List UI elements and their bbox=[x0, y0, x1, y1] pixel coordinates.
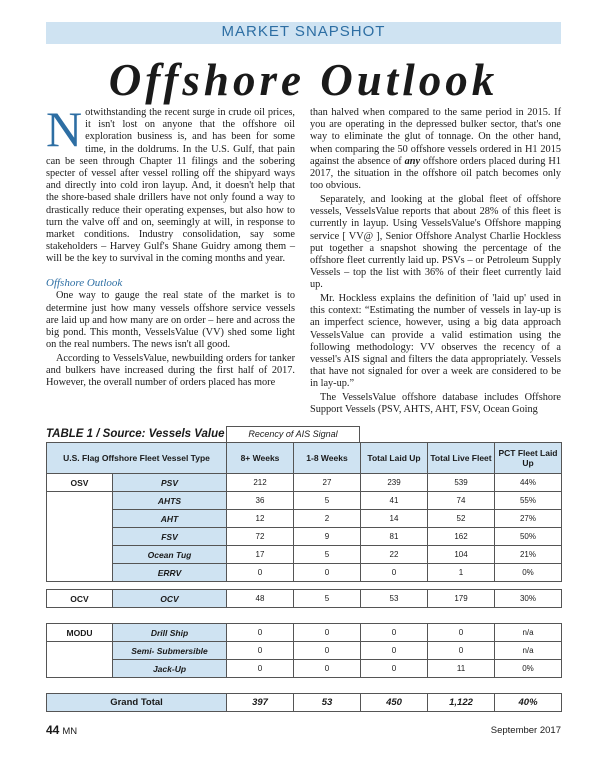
left-paragraph-2: One way to gauge the real state of the market is to determine just how many vessels offshore service vessels are laid up and how many are on order – here and across the big pond. This month, VesselsValue (VV) shed some light on the real numbers. The news isn't all good. bbox=[46, 290, 295, 351]
section-banner bbox=[46, 22, 561, 44]
cell-1-8-weeks: 9 bbox=[294, 528, 361, 546]
cell-live-fleet: 52 bbox=[428, 510, 495, 528]
cell-laid-up: 0 bbox=[361, 624, 428, 642]
cell-live-fleet: 539 bbox=[428, 474, 495, 492]
table-title: TABLE 1 / Source: Vessels Value bbox=[46, 428, 225, 440]
cell-laid-up: 14 bbox=[361, 510, 428, 528]
publication-name: MN bbox=[62, 726, 78, 737]
cell-8-weeks: 17 bbox=[227, 546, 294, 564]
group-label-modu: MODU bbox=[47, 624, 113, 642]
cell-8-weeks: 212 bbox=[227, 474, 294, 492]
issue-date: September 2017 bbox=[490, 725, 561, 736]
group-label-osv: OSV bbox=[47, 474, 113, 492]
cell-laid-up: 22 bbox=[361, 546, 428, 564]
cell-laid-up: 0 bbox=[361, 660, 428, 678]
total-laid-up: 450 bbox=[361, 694, 428, 712]
vessel-type: AHTS bbox=[113, 492, 227, 510]
table-row bbox=[47, 564, 562, 582]
table-row bbox=[47, 590, 562, 608]
right-paragraph-4: The VesselsValue offshore database includes Offshore Support Vessels (PSV, AHTS, AHT, FSV, Ocean Going bbox=[310, 392, 561, 416]
table-row bbox=[47, 528, 562, 546]
cell-1-8-weeks: 5 bbox=[294, 590, 361, 608]
emphasis-any: any bbox=[404, 155, 421, 167]
cell-pct: 55% bbox=[495, 492, 562, 510]
cell-pct: 50% bbox=[495, 528, 562, 546]
cell-1-8-weeks: 27 bbox=[294, 474, 361, 492]
cell-8-weeks: 0 bbox=[227, 624, 294, 642]
vessel-type: Drill Ship bbox=[113, 624, 227, 642]
fleet-table-total bbox=[46, 693, 562, 712]
total-pct: 40% bbox=[495, 694, 562, 712]
header-fleet: U.S. Flag Offshore Fleet Vessel Type bbox=[47, 443, 227, 474]
page-footer-left bbox=[46, 723, 77, 737]
cell-pct: 0% bbox=[495, 660, 562, 678]
group-label-ocv: OCV bbox=[47, 590, 113, 608]
total-8-weeks: 397 bbox=[227, 694, 294, 712]
cell-1-8-weeks: 5 bbox=[294, 492, 361, 510]
cell-pct: n/a bbox=[495, 624, 562, 642]
table-row bbox=[47, 642, 562, 660]
cell-live-fleet: 74 bbox=[428, 492, 495, 510]
header-8-weeks: 8+ Weeks bbox=[227, 443, 294, 474]
grand-total-row bbox=[47, 694, 562, 712]
table-row bbox=[47, 660, 562, 678]
cell-pct: 30% bbox=[495, 590, 562, 608]
vessel-type: OCV bbox=[113, 590, 227, 608]
total-1-8-weeks: 53 bbox=[294, 694, 361, 712]
header-total-laid-up: Total Laid Up bbox=[361, 443, 428, 474]
table-row bbox=[47, 492, 562, 510]
cell-live-fleet: 162 bbox=[428, 528, 495, 546]
cell-laid-up: 81 bbox=[361, 528, 428, 546]
cell-pct: 0% bbox=[495, 564, 562, 582]
fleet-table-ocv bbox=[46, 589, 562, 608]
vessel-type: Ocean Tug bbox=[113, 546, 227, 564]
vessel-type: PSV bbox=[113, 474, 227, 492]
cell-8-weeks: 36 bbox=[227, 492, 294, 510]
cell-1-8-weeks: 5 bbox=[294, 546, 361, 564]
cell-pct: 27% bbox=[495, 510, 562, 528]
cell-pct: 21% bbox=[495, 546, 562, 564]
right-paragraph-1: than halved when compared to the same period in 2015. If you are operating in the depressed bulker sector, that's one way to eliminate the glut of tonnage. On the other hand, when comparing the 50 offshore vessels ordered in H1 2015 against the absence of any offshore orders placed during H1 2017, the situation in the offshore oil patch becomes only too obvious. bbox=[310, 107, 561, 192]
cell-1-8-weeks: 0 bbox=[294, 642, 361, 660]
header-pct-fleet-laid-up: PCT Fleet Laid Up bbox=[495, 443, 562, 474]
header-total-live-fleet: Total Live Fleet bbox=[428, 443, 495, 474]
cell-laid-up: 53 bbox=[361, 590, 428, 608]
recency-header: Recency of AIS Signal bbox=[226, 426, 360, 442]
section-label: MARKET SNAPSHOT bbox=[221, 23, 386, 40]
fleet-table-osv bbox=[46, 442, 562, 582]
total-live-fleet: 1,122 bbox=[428, 694, 495, 712]
vessel-type: ERRV bbox=[113, 564, 227, 582]
left-paragraph-1: Notwithstanding the recent surge in crude oil prices, it isn't lost on anyone that the offshore oil exploration business is, and has been for some time, in the doldrums. In the U.S. Gulf, that pain can be seen through Chapter 11 filings and the sobering specter of vessel after vessel rolling off the shipyard ways and directly into cold iron layup. And, it doesn't help that the shore-based shale drillers have not only found a way to drastically reduce their operating expenses, but also how to turn the valve off and on, seemingly at will, in response to market conditions. Industry consolidation, say some stakeholders – Harvey Gulf's Shane Guidry among them – will be the key to survival in the coming months and year. bbox=[46, 101, 295, 265]
cell-8-weeks: 12 bbox=[227, 510, 294, 528]
right-column bbox=[310, 107, 561, 418]
fleet-table-modu bbox=[46, 623, 562, 678]
cell-8-weeks: 48 bbox=[227, 590, 294, 608]
cell-8-weeks: 72 bbox=[227, 528, 294, 546]
table-header-row bbox=[47, 443, 562, 474]
cell-laid-up: 239 bbox=[361, 474, 428, 492]
cell-laid-up: 0 bbox=[361, 564, 428, 582]
cell-pct: 44% bbox=[495, 474, 562, 492]
article-subhead: Offshore Outlook bbox=[46, 276, 123, 289]
cell-live-fleet: 11 bbox=[428, 660, 495, 678]
table-row bbox=[47, 546, 562, 564]
vessel-type: AHT bbox=[113, 510, 227, 528]
vessel-type: Semi- Submersible bbox=[113, 642, 227, 660]
cell-pct: n/a bbox=[495, 642, 562, 660]
cell-live-fleet: 1 bbox=[428, 564, 495, 582]
table-row bbox=[47, 510, 562, 528]
cell-8-weeks: 0 bbox=[227, 642, 294, 660]
left-column bbox=[46, 101, 295, 391]
cell-1-8-weeks: 0 bbox=[294, 624, 361, 642]
table-row bbox=[47, 474, 562, 492]
cell-8-weeks: 0 bbox=[227, 564, 294, 582]
drop-cap: N bbox=[46, 101, 83, 157]
cell-1-8-weeks: 2 bbox=[294, 510, 361, 528]
right-paragraph-3: Mr. Hockless explains the definition of 'laid up' used in this context: “Estimating the number of vessels in lay-up is an imperfect science, however, using a big data approach VesselsValue can provide a valid estimation using the following methodology: VV observes the recency of a vessel's AIS signal and filters the data appropriately. Vessels that have not signaled for over a week are considered to be in lay-up.” bbox=[310, 293, 561, 390]
table-row bbox=[47, 624, 562, 642]
cell-laid-up: 41 bbox=[361, 492, 428, 510]
right-paragraph-2: Separately, and looking at the global fleet of offshore vessels, VesselsValue reports that about 28% of this fleet is currently in layup. Using VesselsValue's Offshore mapping service [ VV@ ], Senior Offshore Analyst Charlie Hockless put together a snapshot showing the percentage of the offshore fleet currently laid up. PSVs – or Petroleum Supply Vessels – top the list with 36% of their fleet currently laid up. bbox=[310, 193, 561, 291]
cell-live-fleet: 0 bbox=[428, 642, 495, 660]
article-headline: Offshore Outlook bbox=[108, 55, 499, 105]
vessel-type: Jack-Up bbox=[113, 660, 227, 678]
cell-live-fleet: 104 bbox=[428, 546, 495, 564]
vessel-type: FSV bbox=[113, 528, 227, 546]
grand-total-label: Grand Total bbox=[47, 694, 227, 712]
cell-1-8-weeks: 0 bbox=[294, 564, 361, 582]
cell-8-weeks: 0 bbox=[227, 660, 294, 678]
cell-live-fleet: 179 bbox=[428, 590, 495, 608]
left-paragraph-3: According to VesselsValue, newbuilding orders for tanker and bulkers have increased during the first half of 2017. However, the overall number of orders placed has more bbox=[46, 352, 295, 389]
cell-1-8-weeks: 0 bbox=[294, 660, 361, 678]
page-number: 44 bbox=[46, 723, 60, 737]
header-1-8-weeks: 1-8 Weeks bbox=[294, 443, 361, 474]
cell-laid-up: 0 bbox=[361, 642, 428, 660]
cell-live-fleet: 0 bbox=[428, 624, 495, 642]
